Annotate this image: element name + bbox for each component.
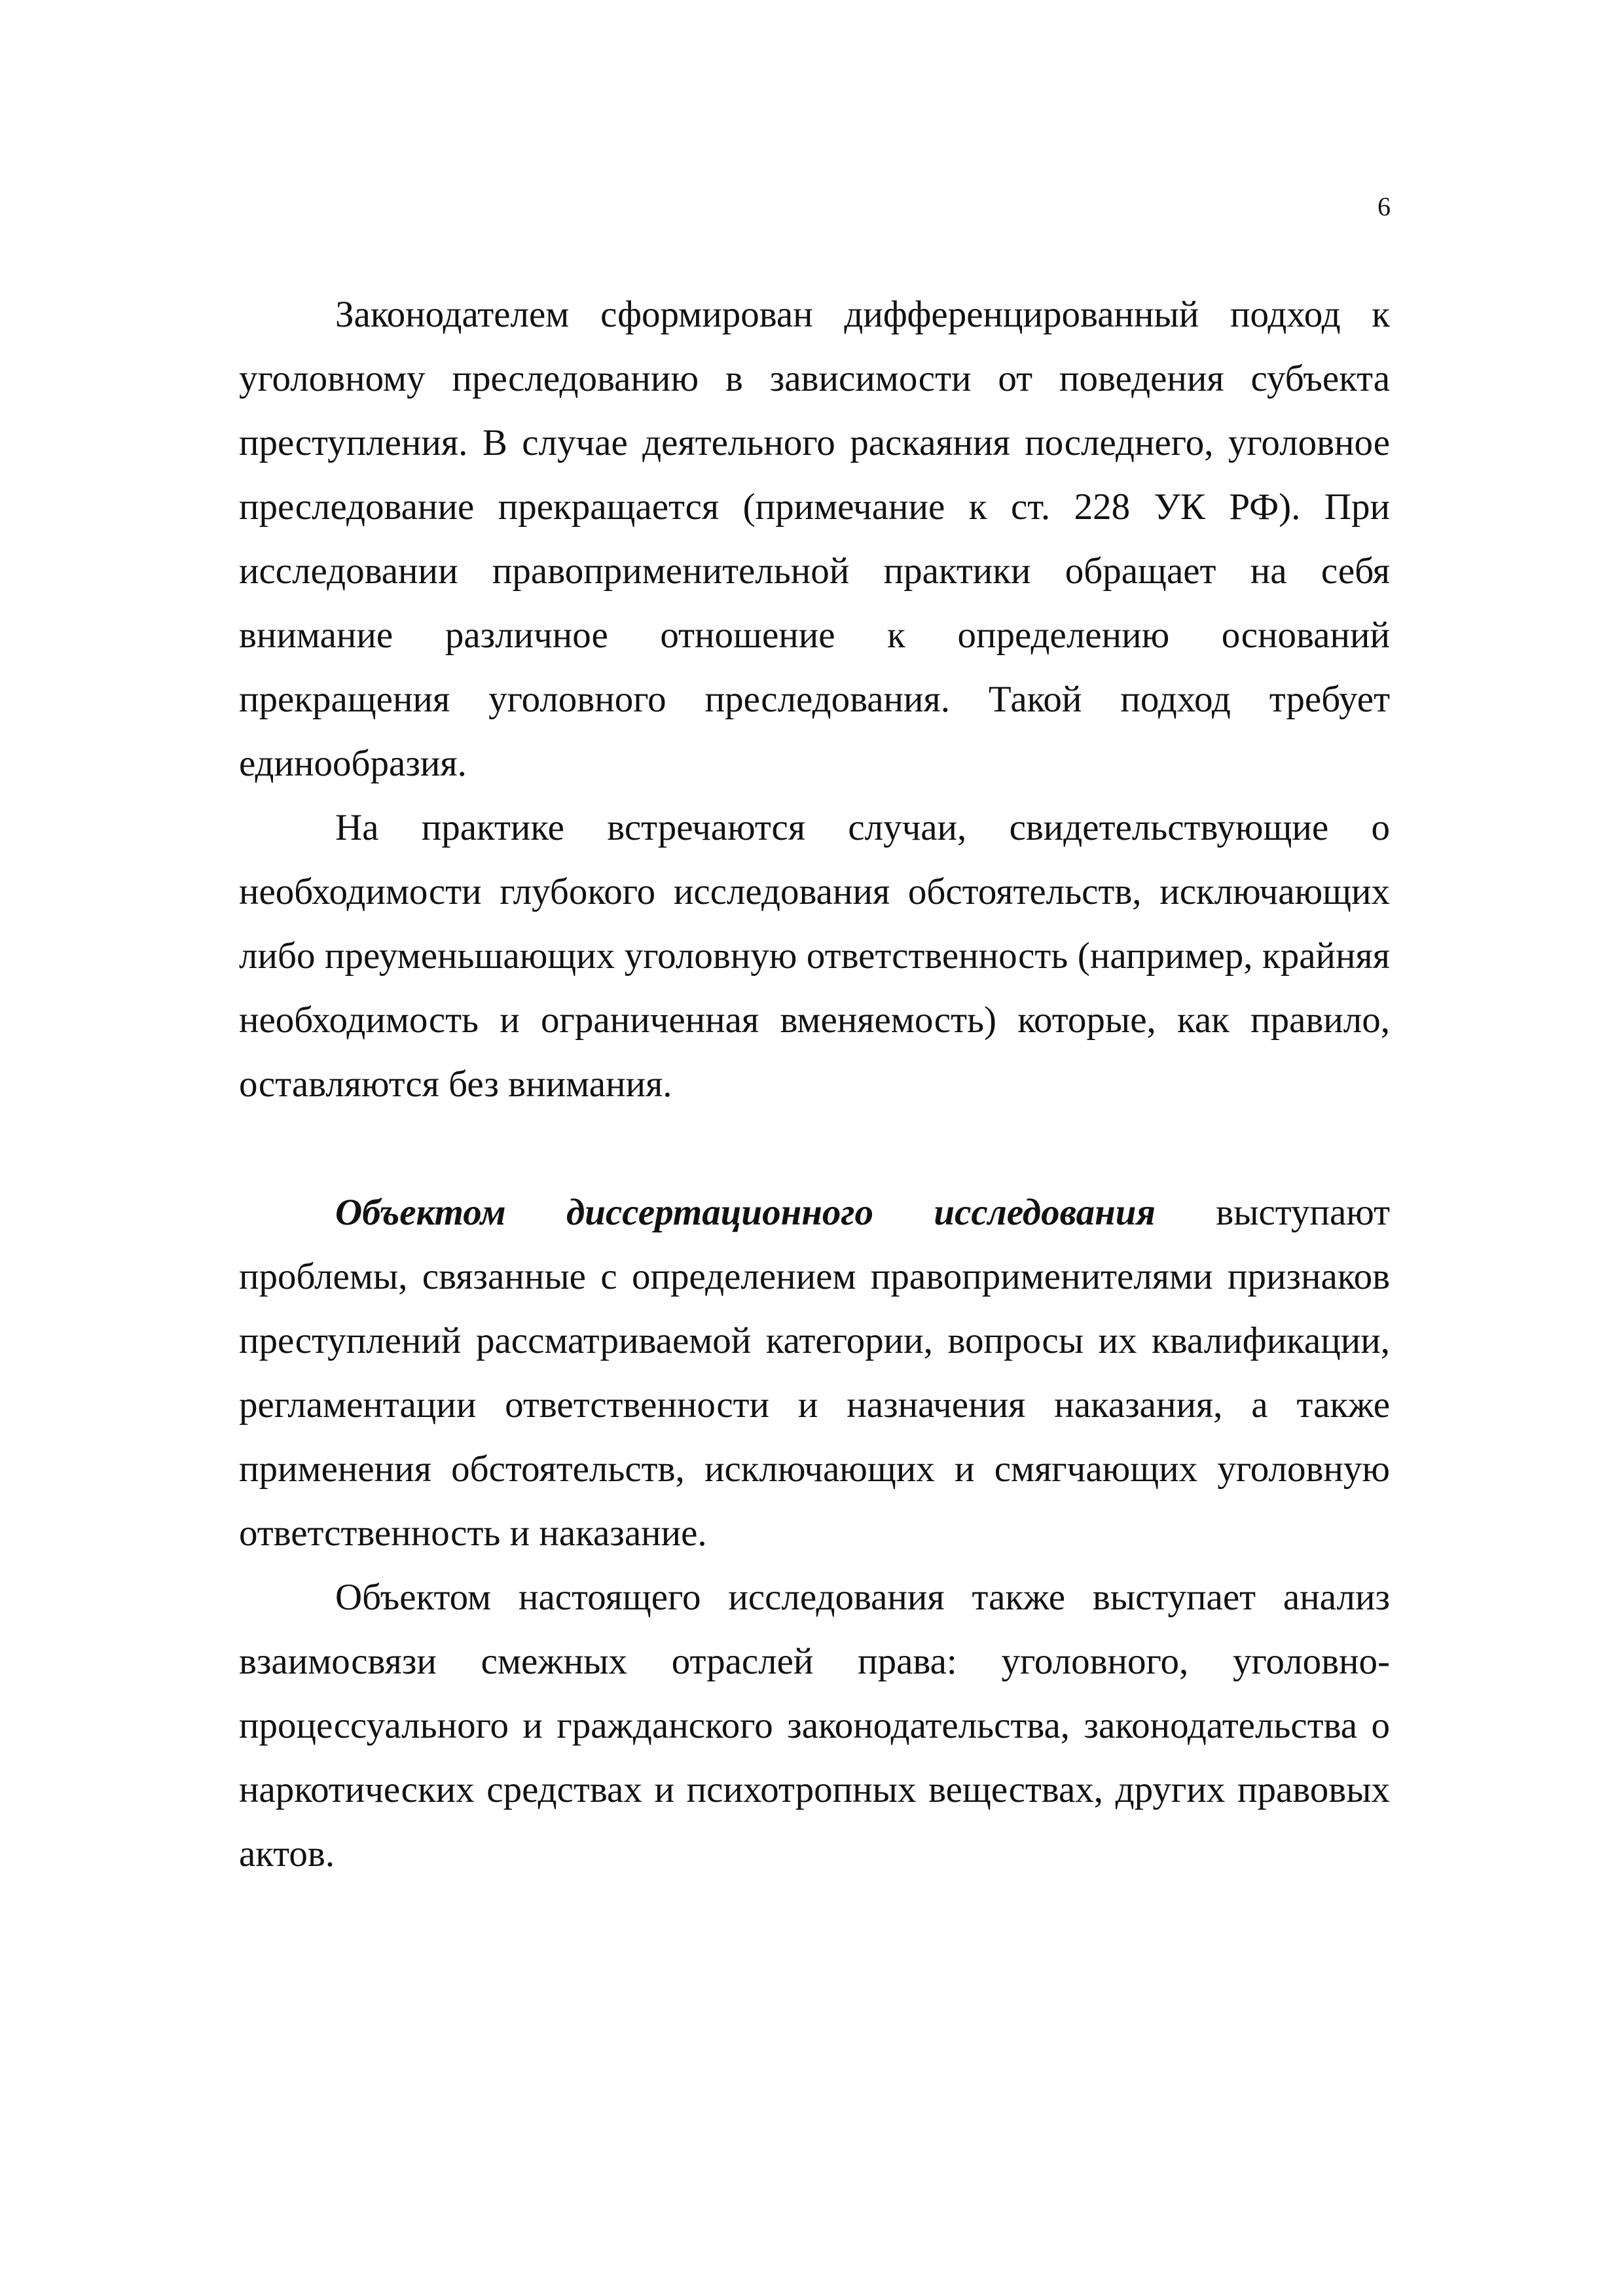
paragraph-differentiated-approach	[239, 283, 1390, 796]
paragraph-text: Объектом настоящего исследования также выступает анализ взаимосвязи смежных отраслей права: уголовного, уголовно-процессуального и гражданского законодательства, законодательства о наркотических средствах и психотропных веществах, других правовых актов.	[239, 1577, 1390, 1874]
page-number: 6	[1377, 192, 1391, 221]
paragraph-practice-cases	[239, 796, 1390, 1117]
paragraph-text: выступают проблемы, связанные с определением правоприменителями признаков преступлений рассматриваемой категории, вопросы их квалификации, регламентации ответственности и назначения наказания, а также применения обстоятельств, исключающих и смягчающих уголовную ответственность и наказание.	[239, 1192, 1390, 1554]
paragraph-research-object	[239, 1181, 1390, 1566]
paragraph-text: Законодателем сформирован дифференцированный подход к уголовному преследованию в зависимости от поведения субъекта преступления. В случае деятельного раскаяния последнего, уголовное преследование прекращается (примечание к ст. 228 УК РФ). При исследовании правоприменительной практики обращает на себя внимание различное отношение к определению оснований прекращения уголовного преследования. Такой подход требует единообразия.	[239, 294, 1390, 784]
paragraph-spacer	[239, 1117, 1390, 1181]
paragraph-text: На практике встречаются случаи, свидетельствующие о необходимости глубокого исследования обстоятельств, исключающих либо преуменьшающих уголовную ответственность (например, крайняя необходимость и ограниченная вменяемость) которые, как правило, оставляются без внимания.	[239, 807, 1390, 1105]
paragraph-related-law-branches	[239, 1566, 1390, 1886]
document-body	[239, 283, 1390, 1886]
research-object-term: Объектом диссертационного исследования	[335, 1192, 1156, 1233]
